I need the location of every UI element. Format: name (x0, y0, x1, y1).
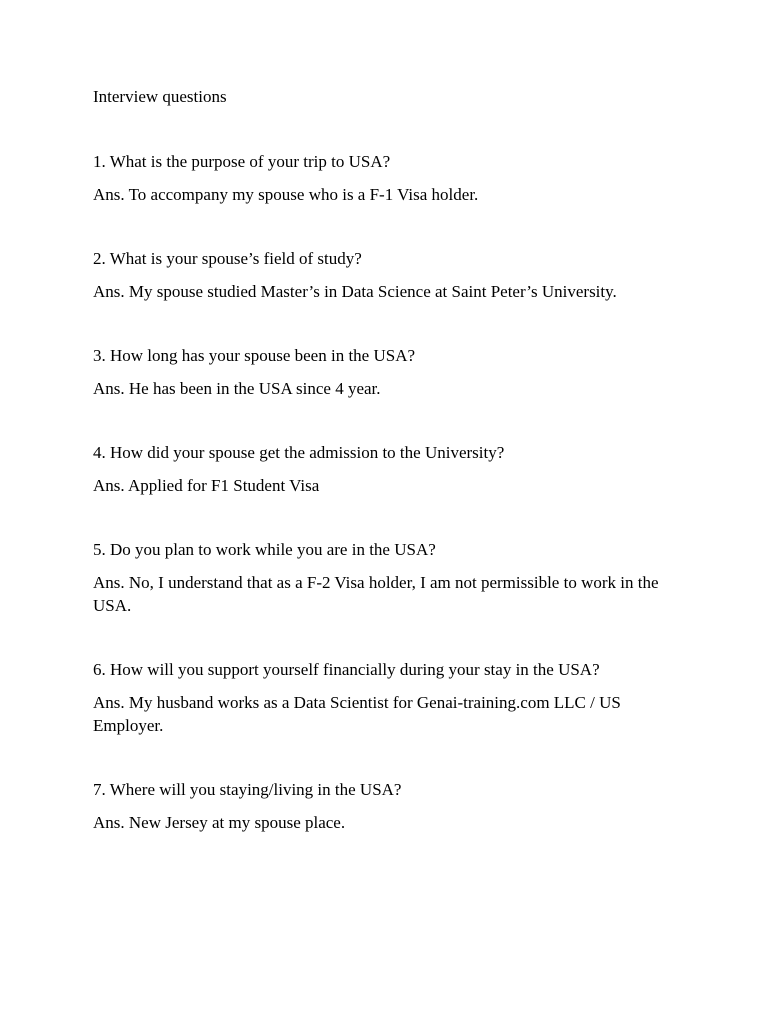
answer-1: Ans. To accompany my spouse who is a F-1 Visa holder. (93, 185, 479, 204)
qa-item-4 (93, 442, 683, 497)
qa-item-7 (93, 779, 683, 834)
answer-4: Ans. Applied for F1 Student Visa (93, 476, 320, 495)
question-5: 5. Do you plan to work while you are in the USA? (93, 540, 436, 559)
answer-6: Ans. My husband works as a Data Scientist for Genai-training.com LLC / US Employer. (93, 693, 621, 735)
document-title: Interview questions (93, 87, 227, 106)
answer-3: Ans. He has been in the USA since 4 year. (93, 379, 381, 398)
question-7: 7. Where will you staying/living in the USA? (93, 780, 402, 799)
qa-item-2 (93, 248, 683, 303)
question-1: 1. What is the purpose of your trip to USA? (93, 152, 391, 171)
question-3: 3. How long has your spouse been in the USA? (93, 346, 416, 365)
document-page (93, 86, 683, 876)
question-4: 4. How did your spouse get the admission to the University? (93, 443, 505, 462)
question-6: 6. How will you support yourself financially during your stay in the USA? (93, 660, 600, 679)
qa-item-6 (93, 659, 683, 737)
answer-7: Ans. New Jersey at my spouse place. (93, 813, 346, 832)
qa-item-3 (93, 345, 683, 400)
qa-list (93, 151, 683, 834)
qa-item-1 (93, 151, 683, 206)
answer-5: Ans. No, I understand that as a F-2 Visa holder, I am not permissible to work in the USA. (93, 573, 659, 615)
question-2: 2. What is your spouse’s field of study? (93, 249, 362, 268)
qa-item-5 (93, 539, 683, 617)
answer-2: Ans. My spouse studied Master’s in Data Science at Saint Peter’s University. (93, 282, 617, 301)
